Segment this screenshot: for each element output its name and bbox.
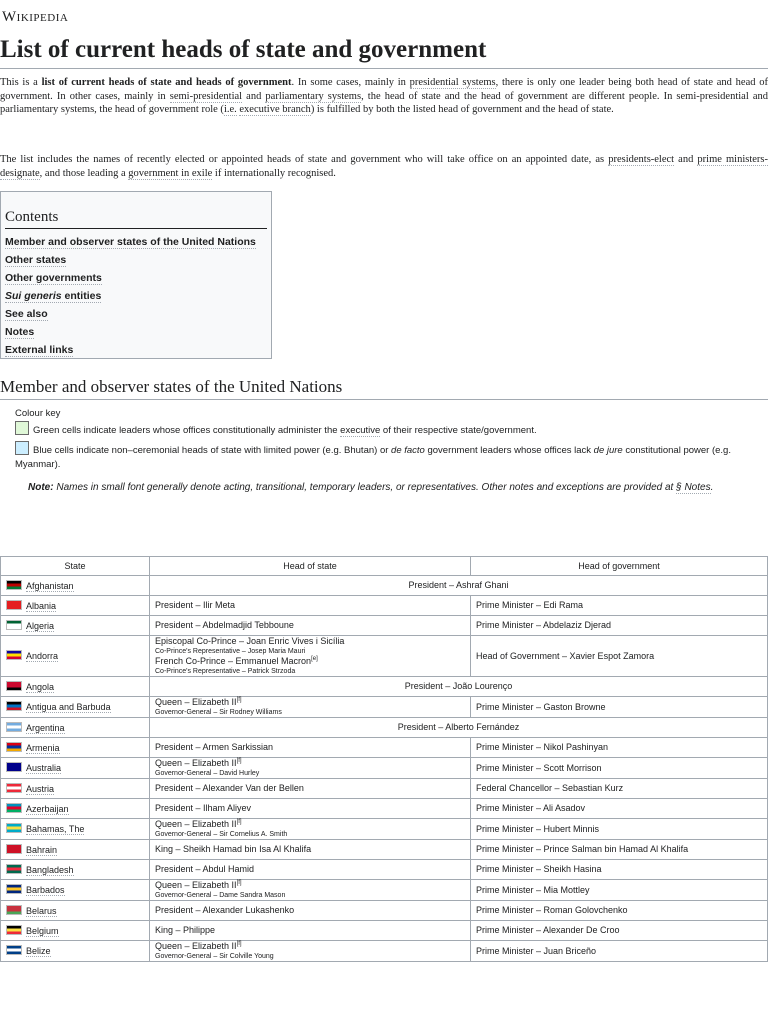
leader-text: President – Ilir Meta: [155, 600, 236, 610]
leader-text: President – Ilham Aliyev: [155, 803, 252, 813]
head-of-government-cell: [471, 921, 768, 941]
text: .: [710, 482, 714, 493]
link-prime-ministers-designate[interactable]: prime ministers-designate: [0, 154, 768, 179]
state-link[interactable]: Australia: [26, 763, 62, 773]
flag-icon: [6, 783, 22, 793]
text: This is a: [0, 77, 42, 88]
leader-text: Prime Minister – Abdelaziz Djerad: [476, 620, 612, 630]
leader-text: Federal Chancellor – Sebastian Kurz: [476, 783, 624, 793]
state-cell: [1, 880, 150, 901]
colour-key-label: Colour key: [15, 408, 61, 419]
leader-text: Queen – Elizabeth II: [155, 819, 237, 829]
wikipedia-wordmark[interactable]: Wikipedia: [2, 9, 69, 25]
table-row: [1, 677, 768, 697]
table-row: [1, 941, 768, 962]
state-link[interactable]: Belarus: [26, 905, 57, 916]
head-of-government-cell: [471, 779, 768, 799]
head-of-government-cell: [471, 840, 768, 860]
state-link[interactable]: Bangladesh: [26, 864, 74, 875]
head-of-state-cell: [150, 860, 471, 880]
link-notes-section[interactable]: § Notes: [676, 482, 711, 493]
flag-icon: [6, 803, 22, 813]
flag-icon: [6, 864, 22, 874]
state-link[interactable]: Argentina: [26, 722, 65, 733]
head-of-state-cell: [150, 758, 471, 779]
text: and: [242, 90, 266, 102]
head-of-government-cell: [471, 799, 768, 819]
state-cell: [1, 718, 150, 738]
head-of-state-cell: [150, 880, 471, 901]
head-of-state-cell: [150, 840, 471, 860]
header-head-of-government[interactable]: Head of government: [471, 557, 768, 576]
representative-text: Governor-General – Sir Rodney Williams: [155, 709, 282, 716]
footnote-ref[interactable]: [f]: [236, 697, 242, 703]
note-text: Names in small font generally denote acting, transitional, temporary leaders, or representatives. Other notes and exceptions are provided at: [53, 482, 677, 493]
flag-icon: [6, 945, 22, 955]
representative-text: Governor-General – David Hurley: [155, 770, 260, 777]
italic-term: de jure: [593, 445, 623, 456]
flag-icon: [6, 905, 22, 915]
head-of-state-cell: [150, 799, 471, 819]
leader-text: Prime Minister – Mia Mottley: [476, 884, 590, 895]
toc-item-label[interactable]: Member and observer states of the United Nations: [5, 236, 256, 248]
colour-key: [15, 407, 768, 472]
flag-icon: [6, 742, 22, 752]
flag-icon: [6, 681, 22, 691]
representative-text: Co-Prince's Representative – Patrick Strzoda: [155, 668, 296, 675]
table-of-contents: [0, 191, 272, 359]
link-semi-presidential[interactable]: semi-presidential: [169, 90, 243, 102]
head-of-government-cell: [471, 596, 768, 616]
head-of-state-and-government-cell: [150, 576, 768, 596]
leader-text: President – Alberto Fernández: [397, 722, 520, 732]
head-of-government-cell: [471, 860, 768, 880]
head-of-state-cell: [150, 697, 471, 718]
leader-text: King – Philippe: [155, 925, 216, 935]
footnote-ref[interactable]: [f]: [236, 880, 242, 886]
leader-text: Prime Minister – Gaston Browne: [476, 701, 606, 712]
leader-text: King – Sheikh Hamad bin Isa Al Khalifa: [155, 844, 312, 854]
head-of-government-cell: [471, 758, 768, 779]
flag-icon: [6, 762, 22, 772]
toc-italic: Sui generis: [5, 290, 62, 302]
head-of-government-cell: [471, 819, 768, 840]
leader-text: President – Abdul Hamid: [155, 864, 255, 874]
text: government leaders whose offices lack: [424, 445, 594, 456]
table-row: [1, 921, 768, 941]
intro-paragraph-1: [0, 76, 768, 117]
table-row: [1, 840, 768, 860]
footnote-ref[interactable]: [f]: [236, 758, 242, 764]
flag-icon: [6, 722, 22, 732]
leader-text: Prime Minister – Scott Morrison: [476, 762, 602, 773]
link-ie[interactable]: i.e.: [223, 104, 237, 115]
footnote-ref[interactable]: [f]: [236, 819, 242, 825]
state-link[interactable]: Angola: [26, 681, 55, 692]
state-cell: [1, 697, 150, 718]
leader-text: Prime Minister – Juan Briceño: [476, 945, 597, 956]
leader-text: Prime Minister – Prince Salman bin Hamad Al Khalifa: [476, 844, 689, 854]
flag-icon: [6, 620, 22, 630]
toc-item-other-governments[interactable]: [5, 269, 267, 287]
head-of-government-cell: [471, 941, 768, 962]
toc-title: Contents: [5, 209, 267, 229]
head-of-government-cell: [471, 616, 768, 636]
colour-key-green: [15, 421, 768, 438]
leader-line: Episcopal Co-Prince – Joan Enric Vives i Sicília: [155, 636, 345, 646]
table-row: [1, 596, 768, 616]
leader-text: Prime Minister – Hubert Minnis: [476, 823, 600, 834]
table-body: [1, 576, 768, 962]
table-row: [1, 860, 768, 880]
text: Blue cells indicate non–ceremonial heads of state with limited power (e.g. Bhutan) or: [33, 445, 392, 456]
toc-item-external-links[interactable]: [5, 341, 267, 359]
head-of-state-cell: [150, 596, 471, 616]
page-title: List of current heads of state and government: [0, 36, 768, 69]
state-cell: [1, 819, 150, 840]
leader-text: President – Armen Sarkissian: [155, 742, 274, 752]
toc-item-member-states[interactable]: [5, 233, 267, 251]
leader-text: Prime Minister – Nikol Pashinyan: [476, 742, 609, 752]
flag-icon: [6, 823, 22, 833]
link-executive-branch[interactable]: executive branch: [239, 104, 311, 115]
table-row: [1, 901, 768, 921]
text: if internationally recognised.: [212, 167, 336, 179]
head-of-state-cell: [150, 738, 471, 758]
leader-text: Queen – Elizabeth II: [155, 697, 237, 707]
text: The list includes the names of recently elected or appointed heads of state and government who will take office on an appointed date, as: [0, 154, 609, 165]
flag-icon: [6, 844, 22, 854]
leader-text: President – Abdelmadjid Tebboune: [155, 620, 294, 630]
state-link[interactable]: Andorra: [26, 651, 59, 661]
state-cell: [1, 758, 150, 779]
flag-icon: [6, 580, 22, 590]
head-of-state-cell: [150, 616, 471, 636]
state-link[interactable]: Bahrain: [26, 844, 58, 855]
toc-item-other-states[interactable]: [5, 251, 267, 269]
table-row: [1, 718, 768, 738]
green-swatch: [15, 421, 29, 435]
head-of-state-cell: [150, 779, 471, 799]
table-row: [1, 636, 768, 677]
table-row: [1, 576, 768, 596]
header-state[interactable]: State: [1, 557, 150, 576]
footnote-ref[interactable]: [e]: [311, 656, 318, 662]
leader-text: President – Alexander Van der Bellen: [155, 783, 304, 793]
state-cell: [1, 738, 150, 758]
section-heading: Member and observer states of the United Nations: [0, 377, 768, 400]
head-of-government-cell: [471, 697, 768, 718]
state-link[interactable]: Antigua and Barbuda: [26, 702, 111, 712]
flag-icon: [6, 884, 22, 894]
leader-text: Prime Minister – Edi Rama: [476, 600, 584, 610]
toc-item-notes[interactable]: [5, 323, 267, 341]
head-of-state-cell: [150, 901, 471, 921]
table-row: [1, 799, 768, 819]
text: . In some cases, mainly in: [291, 77, 410, 88]
leader-text: Queen – Elizabeth II: [155, 880, 237, 890]
link-presidential-systems[interactable]: presidential systems: [409, 77, 496, 88]
link-government-in-exile[interactable]: government in exile: [128, 167, 213, 179]
state-link[interactable]: Azerbaijan: [26, 803, 69, 814]
state-cell: [1, 941, 150, 962]
toc-item-label[interactable]: External links: [5, 344, 74, 356]
italic-term: de facto: [391, 445, 425, 456]
leader-text: Queen – Elizabeth II: [155, 941, 237, 951]
head-of-government-cell: [471, 636, 768, 677]
head-of-government-cell: [471, 901, 768, 921]
leader-line: French Co-Prince – Emmanuel Macron: [155, 656, 312, 666]
heads-of-state-table: [0, 556, 768, 962]
toc-rest: entities: [61, 290, 102, 302]
text: and: [674, 154, 698, 165]
text: , the head of state and the head of government are different people. In semi-presidential and parliamentary systems, the head of government role (: [0, 90, 768, 115]
state-link[interactable]: Armenia: [26, 742, 60, 753]
state-link[interactable]: Belgium: [26, 925, 59, 936]
state-link[interactable]: Belize: [26, 946, 51, 956]
footnote-ref[interactable]: [f]: [236, 941, 242, 947]
head-of-government-cell: [471, 880, 768, 901]
state-link[interactable]: Albania: [26, 600, 57, 611]
leader-text: Prime Minister – Roman Golovchenko: [476, 905, 628, 915]
toc-item-label[interactable]: Other states: [5, 254, 67, 266]
state-cell: [1, 901, 150, 921]
state-cell: [1, 616, 150, 636]
link-executive[interactable]: executive: [340, 425, 381, 436]
leader-text: President – João Lourenço: [404, 681, 513, 691]
head-of-state-cell: [150, 636, 471, 677]
blue-swatch: [15, 441, 29, 455]
leader-text: Prime Minister – Alexander De Croo: [476, 925, 620, 935]
state-cell: [1, 576, 150, 596]
head-of-state-and-government-cell: [150, 718, 768, 738]
note-label: Note:: [28, 482, 54, 493]
flag-icon: [6, 925, 22, 935]
toc-item-label[interactable]: See also: [5, 308, 48, 320]
representative-text: Governor-General – Dame Sandra Mason: [155, 892, 286, 899]
table-row: [1, 616, 768, 636]
head-of-state-and-government-cell: [150, 677, 768, 697]
state-cell: [1, 799, 150, 819]
state-cell: [1, 921, 150, 941]
state-link[interactable]: Bahamas, The: [26, 824, 85, 834]
leader-text: Prime Minister – Ali Asadov: [476, 803, 586, 813]
text: , and those leading a: [39, 167, 129, 179]
colour-key-blue: [15, 441, 768, 472]
flag-icon: [6, 650, 22, 660]
state-link[interactable]: Algeria: [26, 620, 55, 631]
header-head-of-state[interactable]: Head of state: [150, 557, 471, 576]
text: constitutional power (e.g. Myanmar).: [15, 445, 731, 470]
bold-term: list of current heads of state and heads of government: [41, 77, 292, 88]
link-parliamentary-systems[interactable]: parliamentary systems: [265, 90, 362, 102]
text: of their respective state/government.: [380, 425, 537, 436]
leader-text: President – Alexander Lukashenko: [155, 905, 295, 915]
toc-item-label[interactable]: Notes: [5, 326, 35, 338]
toc-item-sui-generis[interactable]: [5, 287, 267, 305]
state-link[interactable]: Barbados: [26, 885, 65, 895]
intro-paragraph-2: [0, 153, 768, 180]
flag-icon: [6, 701, 22, 711]
leader-text: Prime Minister – Sheikh Hasina: [476, 864, 602, 874]
state-cell: [1, 636, 150, 677]
representative-text: Governor-General – Sir Cornelius A. Smith: [155, 831, 288, 838]
state-cell: [1, 860, 150, 880]
state-cell: [1, 677, 150, 697]
state-cell: [1, 840, 150, 860]
toc-item-see-also[interactable]: [5, 305, 267, 323]
head-of-state-cell: [150, 921, 471, 941]
leader-text: [155, 636, 465, 647]
state-link[interactable]: Austria: [26, 783, 55, 794]
head-of-state-cell: [150, 941, 471, 962]
leader-text: Head of Government – Xavier Espot Zamora: [476, 650, 655, 661]
text: , there is only one leader being both head of state and head of government. In other cases, mainly in: [0, 77, 768, 102]
flag-icon: [6, 600, 22, 610]
toc-item-label[interactable]: Other governments: [5, 272, 102, 284]
state-cell: [1, 596, 150, 616]
leader-text: Queen – Elizabeth II: [155, 758, 237, 768]
leader-text: President – Ashraf Ghani: [408, 580, 509, 590]
text: Green cells indicate leaders whose offices constitutionally administer the: [33, 425, 341, 436]
link-presidents-elect[interactable]: presidents-elect: [608, 154, 675, 165]
representative-text: Co-Prince's Representative – Josep Maria Mauri: [155, 648, 306, 655]
table-row: [1, 697, 768, 718]
state-link[interactable]: Afghanistan: [26, 580, 74, 591]
leader-text: [155, 656, 465, 667]
representative-text: Governor-General – Sir Colville Young: [155, 953, 274, 960]
head-of-state-cell: [150, 819, 471, 840]
head-of-government-cell: [471, 738, 768, 758]
state-cell: [1, 779, 150, 799]
table-row: [1, 738, 768, 758]
table-row: [1, 758, 768, 779]
table-row: [1, 880, 768, 901]
table-row: [1, 779, 768, 799]
note: [28, 481, 768, 494]
text: ) is fulfilled by both the listed head of government and the head of state.: [310, 104, 614, 115]
toc-item-label[interactable]: [5, 290, 101, 303]
table-header-row: [1, 557, 768, 576]
table-row: [1, 819, 768, 840]
